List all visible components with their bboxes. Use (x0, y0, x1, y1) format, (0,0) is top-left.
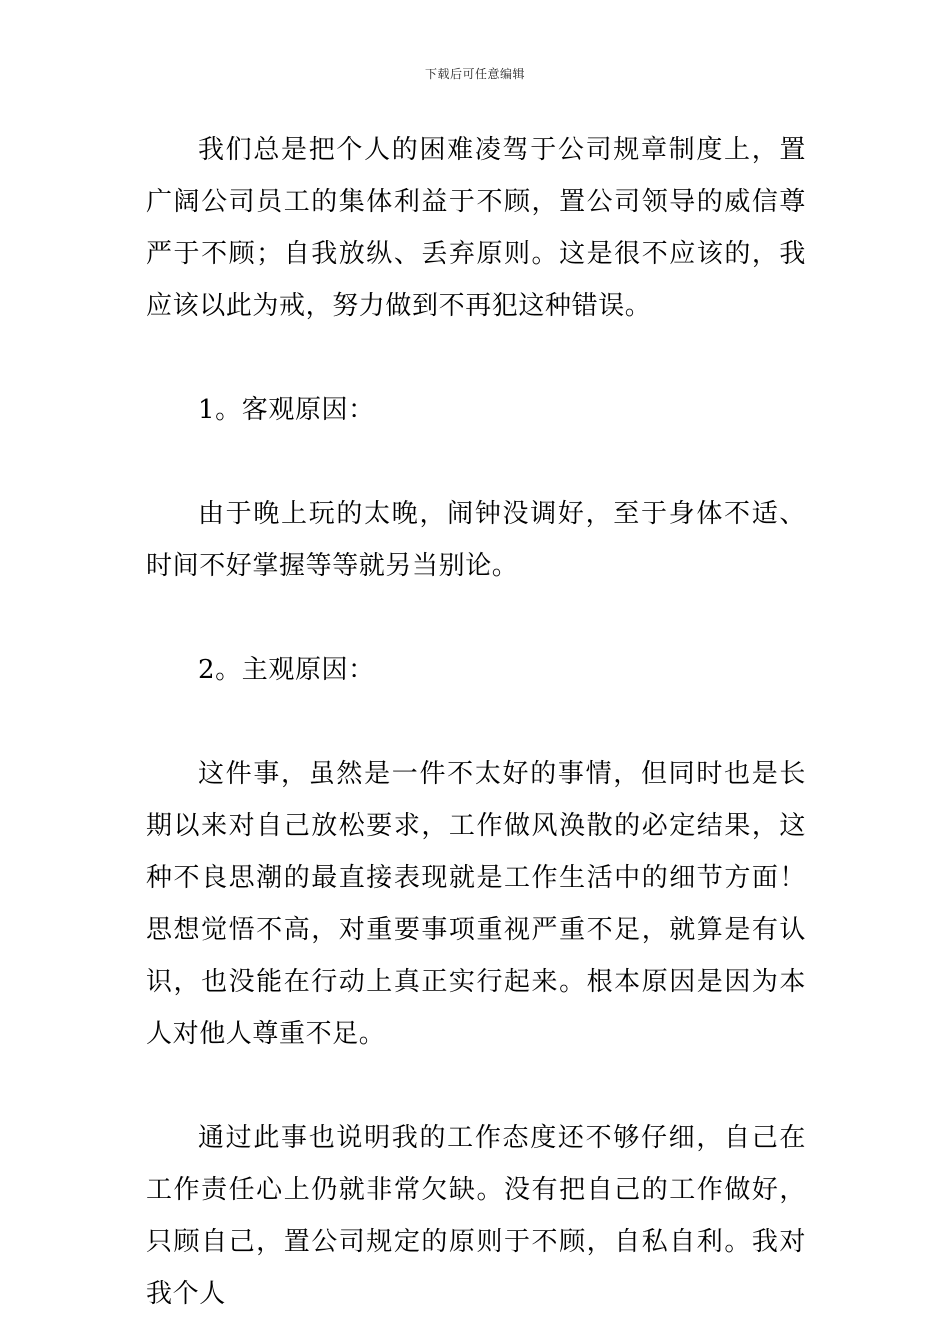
paragraph-objective-reason: 由于晚上玩的太晚，闹钟没调好，至于身体不适、时间不好掌握等等就另当别论。 (146, 499, 806, 581)
paragraph-subjective-reason: 这件事，虽然是一件不太好的事情，但同时也是长期以来对自己放松要求，工作做风涣散的必定结果，这种不良思潮的最直接表现就是工作生活中的细节方面！思想觉悟不高，对重要事项重视严重不足，就算是有认识，也没能在行动上真正实行起来。根本原因是因为本人对他人尊重不足。 (146, 759, 806, 1049)
paragraph-work-attitude: 通过此事也说明我的工作态度还不够仔细，自己在工作责任心上仍就非常欠缺。没有把自己的工作做好，只顾自己，置公司规定的原则于不顾，自私自利。我对我个人 (146, 1123, 806, 1309)
document-body (146, 124, 806, 1320)
paragraph-discipline: 我们总是把个人的困难凌驾于公司规章制度上，置广阔公司员工的集体利益于不顾，置公司领导的威信尊严于不顾；自我放纵、丢弃原则。这是很不应该的，我应该以此为戒，努力做到不再犯这种错误。 (146, 135, 806, 321)
heading-subjective-reason: 2。主观原因： (198, 655, 375, 685)
heading-objective-reason: 1。客观原因： (198, 395, 375, 425)
header-note: 下载后可任意编辑 (424, 67, 525, 81)
